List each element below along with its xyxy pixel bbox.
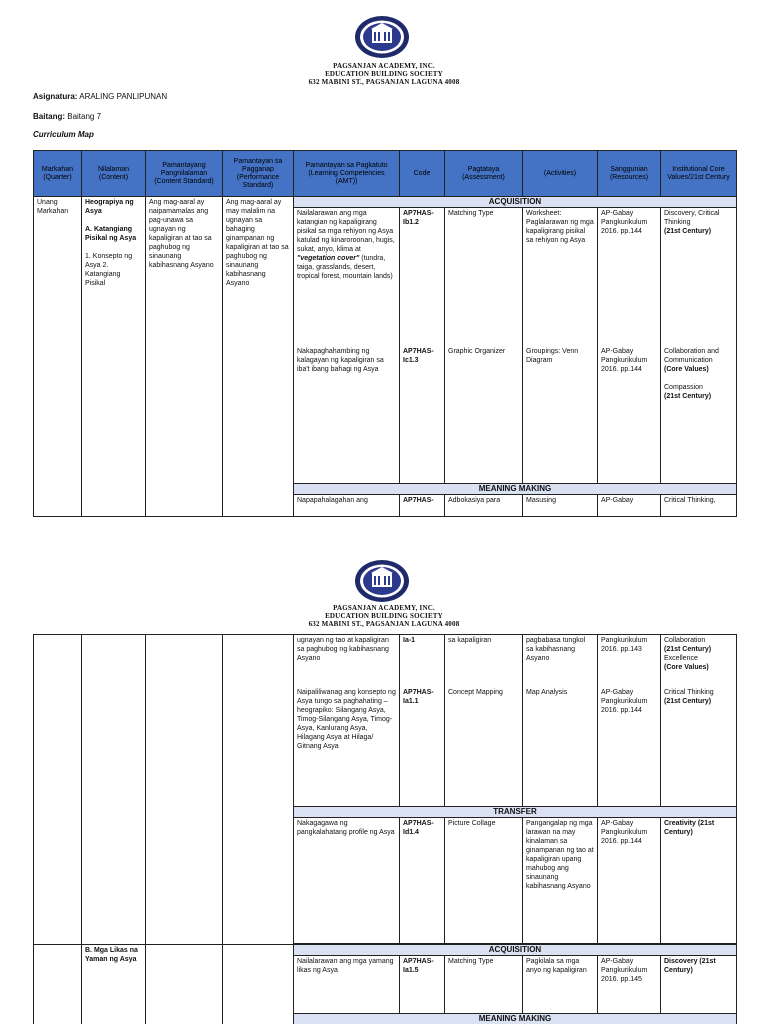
content-items: 1. Konsepto ng Asya 2. Katangiang Pisikal [85,253,133,287]
values-cell [661,635,737,687]
values-cell: Creativity (21st Century) [661,818,737,944]
school-seal-logo [354,558,410,604]
school-address: 632 MABINI ST., PAGSANJAN LAGUNA 4008 [308,78,460,86]
competency-cell: Nakapaghahambing ng kalagayan ng kapaligiran sa iba't ibang bahagi ng Asya [294,346,400,484]
resource-cell: AP-Gabay Pangkurikulum 2016. pp.144 [598,687,661,807]
band-meaning-making: MEANING MAKING [294,484,737,495]
curriculum-table-page-two [33,634,737,1024]
resource-cell: AP-Gabay [598,495,661,517]
col-header-quarter: Markahan (Quarter) [34,151,82,197]
acquisition-band-row [34,945,737,956]
col-header-competencies: Pamantayan sa Pagkatuto (Learning Competencies (AMT)) [294,151,400,197]
assessment-cell: Matching Type [445,956,523,1014]
subject-label: Asignatura: [33,92,78,101]
values-text-2: Compassion [664,383,703,391]
col-header-performance-standard: Pamantayan sa Pagganap (Performance Standard) [223,151,294,197]
activity-cell: Pagkilala sa mga anyo ng kapaligiran [523,956,598,1014]
col-header-code: Code [400,151,445,197]
col-header-resources: Sanggunian (Resources) [598,151,661,197]
band-transfer: TRANSFER [294,807,737,818]
content-standard-cell [146,945,223,1024]
content-cell [82,197,146,517]
content-standard-cell [146,635,223,945]
school-address: 632 MABINI ST., PAGSANJAN LAGUNA 4008 [308,620,460,628]
school-seal-logo [354,14,410,60]
values-text: Critical Thinking [664,688,714,696]
activity-cell: pagbabasa tungkol sa kabihasnang Asyano [523,635,598,687]
table-row [34,635,737,687]
values-text-2: Excellence [664,655,698,662]
values-cell: Discovery (21st Century) [661,956,737,1014]
col-header-assessment: Pagtataya (Assessment) [445,151,523,197]
school-name: PAGSANJAN ACADEMY, INC. [333,62,435,70]
competency-emphasis: "vegetation cover" [297,255,360,262]
competency-cell: Naipaliliwanag ang konsepto ng Asya tungo sa paghahating – heograpiko: Silangang Asya, Timog-Silangang Asya, Timog-Asya, Kanlurang Asya, Hilagang Asya at Hilaga/ Gitnang Asya [294,687,400,807]
performance-standard-cell [223,635,294,945]
code-cell: AP7HAS-Ia1.5 [400,956,445,1014]
activity-cell: Worksheet: Paglalarawan ng mga kapaligirang pisikal sa rehiyon ng Asya [523,208,598,346]
values-tag-2: (21st Century) [664,392,712,400]
activity-cell: Masusing [523,495,598,517]
quarter-cell [34,197,82,517]
values-text: Collaboration and Communication [664,347,719,364]
curriculum-map-title: Curriculum Map [33,130,94,139]
values-tag: (21st Century) [664,646,712,653]
activity-cell: Map Analysis [523,687,598,807]
values-tag: (21st Century) [664,228,712,235]
assessment-cell: sa kapaligiran [445,635,523,687]
content-standard-text: Ang mag-aaral ay naipamamalas ang pag-unawa sa ugnayan ng kapaligiran at tao sa paghubog ng sinaunang kabihasnang Asyano [149,199,214,269]
competency-cell: Nailalarawan ang mga yamang likas ng Asya [294,956,400,1014]
resource-cell: AP-Gabay Pangkurikulum 2016. pp.145 [598,956,661,1014]
code-cell: AP7HAS-Id1.4 [400,818,445,944]
subject-value: ARALING PANLIPUNAN [79,92,168,101]
code-cell: AP7HAS-Ib1.2 [400,208,445,346]
competency-text: Nailalarawan ang mga katangian ng kapaligirang pisikal sa mga rehiyon ng Asya katulad ng kinaroroonan, hugis, sukat, anyo, klima at [297,210,395,253]
assessment-cell: Adbokasiya para [445,495,523,517]
code-cell: AP7HAS-Ic1.3 [400,346,445,484]
resource-cell: AP-Gabay Pangkurikulum 2016. pp.144 [598,818,661,944]
assessment-cell: Concept Mapping [445,687,523,807]
band-acquisition: ACQUISITION [294,197,737,208]
header-row [34,151,737,197]
grade-value: Baitang 7 [67,112,102,121]
school-header [0,604,768,628]
assessment-cell: Graphic Organizer [445,346,523,484]
code-cell: AP7HAS-Ia1.1 [400,687,445,807]
competency-cell: Nakagagawa ng pangkalahatang profile ng Asya [294,818,400,944]
quarter-text: Unang Markahan [37,199,69,215]
values-cell: Critical Thinking, [661,495,737,517]
performance-standard-cell [223,945,294,1024]
school-society: EDUCATION BUILDING SOCIETY [325,612,443,620]
quarter-cell [34,945,82,1024]
values-cell [661,208,737,346]
resource-cell: AP-Gabay Pangkurikulum 2016. pp.144 [598,346,661,484]
resource-cell: Pangkurikulum 2016. pp.143 [598,635,661,687]
grade-line [33,112,101,121]
col-header-content-standard: Pamantayang Pangnilalaman (Content Standard) [146,151,223,197]
values-cell [661,346,737,484]
resource-cell: AP-Gabay Pangkurikulum 2016. pp.144 [598,208,661,346]
content-subtitle: A. Katangiang Pisikal ng Asya [85,226,137,242]
subject-line [33,92,167,101]
values-tag: (Core Values) [664,365,709,373]
performance-standard-cell [223,197,294,517]
values-cell [661,687,737,807]
curriculum-table-page-one [33,150,737,517]
competency-tail: (tundra, taiga, grasslands, desert, tropical forest, mountain lands) [297,255,393,280]
band-meaning-making: MEANING MAKING [294,1014,737,1024]
assessment-cell: Matching Type [445,208,523,346]
page-two [0,548,768,1024]
competency-cell: ugnayan ng tao at kapaligiran sa paghubog ng kabihasnang Asyano [294,635,400,687]
acquisition-band-row [34,197,737,208]
values-tag: (21st Century) [664,697,712,705]
values-text: Discovery, Critical Thinking [664,210,720,226]
col-header-activities: (Activities) [523,151,598,197]
content-standard-cell [146,197,223,517]
code-cell: Ia-1 [400,635,445,687]
competency-cell: Napapahalagahan ang [294,495,400,517]
grade-label: Baitang: [33,112,65,121]
activity-cell: Pangangalap ng mga larawan na may kinalaman sa ginampanan ng tao at kapaligiran upang mahubog ang sinaunang kabihasnang Asyano [523,818,598,944]
school-society: EDUCATION BUILDING SOCIETY [325,70,443,78]
quarter-cell [34,635,82,945]
band-acquisition: ACQUISITION [294,945,737,956]
competency-cell [294,208,400,346]
col-header-content: Nilalaman (Content) [82,151,146,197]
values-tag-2: (Core Values) [664,664,709,671]
school-name: PAGSANJAN ACADEMY, INC. [333,604,435,612]
assessment-cell: Picture Collage [445,818,523,944]
content-cell: B. Mga Likas na Yaman ng Asya [82,945,146,1024]
school-header [0,62,768,86]
content-title: Heograpiya ng Asya [85,199,134,215]
performance-standard-text: Ang mag-aaral ay may malalim na ugnayan sa bahaging ginampanan ng kapaligiran at tao sa paghubog ng sinaunang kabihasnang Asyano [226,199,289,287]
col-header-core-values: Institutional Core Values/21st Century [661,151,737,197]
content-cell [82,635,146,945]
activity-cell: Groupings: Venn Diagram [523,346,598,484]
code-cell: AP7HAS- [400,495,445,517]
values-text: Collaboration [664,637,706,644]
